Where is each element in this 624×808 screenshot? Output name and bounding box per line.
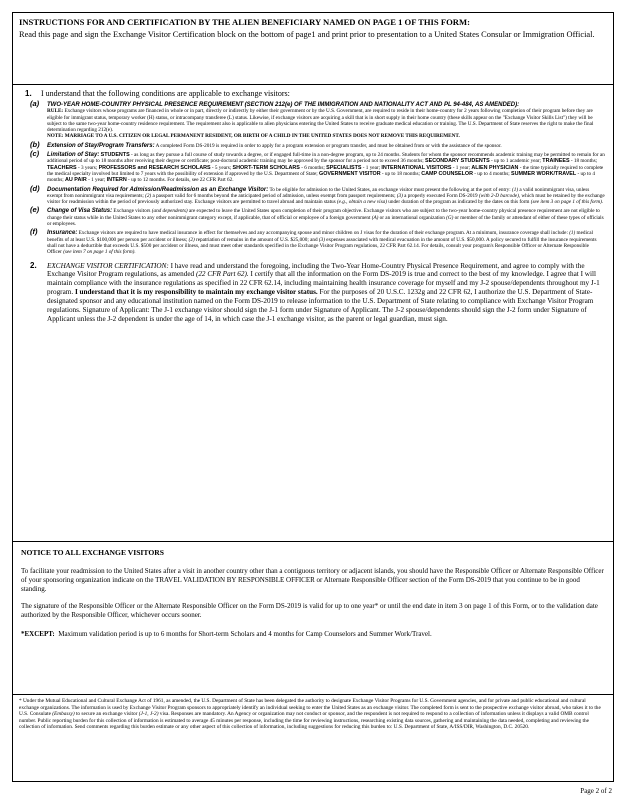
- condition-c: [21, 149, 605, 184]
- page-number: Page 2 of 2: [580, 787, 612, 795]
- condition-f-text: expenses associated with medical evacuation in the amount of U.S. $50,000. A policy secured to fulfill the insurance requirements shall not have a deductible that exceeds U.S. $500 per accident or illness, and must meet other standards specified in the Exchange Visitor Program regulations, 22 CFR Part 62.14. For details, consult your program's Responsible Officer or Alternate Responsible Officer: [47, 236, 597, 256]
- footnote-part: to secure an exchange visitor: [75, 711, 138, 718]
- certification-heading: EXCHANGE VISITOR CERTIFICATION:: [47, 261, 169, 270]
- item-1: [21, 89, 605, 99]
- category-text: - up to 4 months;: [474, 170, 510, 177]
- rule-text: Exchange visitors whose programs are financed in whole or in part, directly or indirectly by either their government or by the U.S. Government, are required to reside in their home-country for 2 years following completion of their program before they are eligible for immigrant status, temporary worker (H) status, or intracompany transferee (L) status. Likewise, if exchange visitors are acquiring a skill that is in short supply in their home country (these skills appear on the "Exchange Visitor Skills List") they will be subject to the same two-year home-country residence requirement. The requirement also is applicable to alien physicians entering the United States to receive graduate medical education or training. The U.S. Department of State reserves the right to make the final determination regarding 212(e).: [47, 108, 594, 134]
- condition-a: [21, 99, 605, 140]
- category-text: - as long as they pursue a full course of study towards a degree, or if engaged full-time in a non-degree program, up to 24 months. Students for whom the sponsor recommends academic training may be permitted to remain for an additional period of up to 18 months after receiving their degree or certificate; post-doctoral academic training may be approved by the sponsor for a period not to exceed 36 months;: [47, 152, 605, 165]
- condition-d-italic: (e.g., obtain a new visa): [336, 199, 387, 206]
- category-specialists: SPECIALISTS: [326, 164, 362, 171]
- condition-d-text: a valid nonimmigrant visa, unless exempt from nonimmigrant visa requirements;: [47, 186, 590, 199]
- item-2-number: 2.: [30, 260, 37, 270]
- condition-e-italic: (G): [446, 214, 454, 221]
- category-international-visitors: INTERNATIONAL VISITORS: [381, 164, 452, 171]
- instructions-title: INSTRUCTIONS FOR AND CERTIFICATION BY THE ALIEN BENEFICIARY NAMED ON PAGE 1 OF THIS FORM:: [19, 17, 470, 27]
- condition-e-text: are expected to leave the United States upon completion of their program objective. Exchange visitors who are subject to the two-year home-country physical presence requirement are not eligible to change their status while in the United States to any other nonimmigrant category except, if applicable, that of official or employee of a foreign government: [47, 208, 600, 221]
- condition-e-label: (e): [30, 205, 40, 215]
- instructions-header: [13, 13, 613, 85]
- item-2-certification: [21, 262, 605, 324]
- certification-responsibility: I understand that it is my responsibility to maintain my exchange visitor status.: [74, 288, 318, 297]
- footnote-part: visa. Responses are mandatory. An Agency or organization may not conduct or sponsor, and the respondent is not required to respond to a collection of information unless it displays a valid OMB control number. Public reporting burden for this collection of information is estimated to average 45 minutes per response, including the time for reviewing instructions, researching existing data sources, gathering and maintaining the data needed, completing and reviewing the collection of information. Send comments regarding this burden estimate or any other aspect of this collection of information, including suggestions for reducing this burden to: U.S. Department of State, A/ISS/DIR, Washington, D.C. 20520.: [19, 711, 589, 731]
- except-note: [21, 630, 605, 639]
- marriage-note: NOTE: MARRIAGE TO A U.S. CITIZEN OR LEGAL PERMANENT RESIDENT, OR BIRTH OF A CHILD IN THE UNITED STATES DOES NOT REMOVE THIS REQUIREMENT.: [47, 133, 460, 140]
- condition-b: [21, 139, 605, 149]
- item-1-text: I understand that the following conditions are applicable to exchange visitors:: [41, 89, 290, 98]
- condition-d-text: a passport valid for 6 months beyond the anticipated period of admission, unless exempt from passport requirements;: [152, 192, 396, 199]
- category-text: - 1 year;: [88, 177, 106, 184]
- condition-d-text: under duration of the program as indicated by the dates on this form: [388, 199, 530, 206]
- condition-d-label: (d): [30, 183, 40, 193]
- condition-f: [21, 227, 605, 256]
- conditions-section: [13, 85, 613, 542]
- rule-label: RULE:: [47, 108, 64, 115]
- footnote-section: [13, 695, 613, 781]
- category-intern: INTERN: [106, 177, 127, 184]
- footnote-italic: (Embassy): [52, 711, 75, 718]
- category-au-pair: AU PAIR: [65, 177, 87, 184]
- footnote-text: [19, 698, 607, 731]
- footnote-part: * Under the Mutual Educational and Cultural Exchange Act of 1961, as amended, the U.S. Department of State has been delegated the authority to designate Exchange Visitor Programs for U.S. Government agencies, and for private and public educational and cultural exchange organizations. The information is used by Exchange Visitor Program sponsors to appropriately identify an individual seeking to enter the United States as an exchange visitor. The completed form is sent to the prospective exchange visitor abroad, who takes it to the U.S. Consulate: [19, 698, 601, 718]
- category-trainees: TRAINEES: [542, 158, 570, 165]
- form-page: [12, 12, 614, 782]
- condition-d-ref: (2): [145, 192, 152, 199]
- condition-f-heading: Insurance:: [47, 230, 78, 237]
- condition-f-ref: (2): [188, 236, 195, 243]
- category-text: - up to 12 months. For details, see 22 CFR Part 62.: [128, 177, 234, 184]
- certification-text: I certify that all the information on the Form DS-2019 is true and correct to the best of my knowledge. I agree that I will maintain compliance with the insurance regulations as specified in 22 CFR 62.14, including maintaining health insurance coverage for myself and my J-2 spouse/dependents throughout my J-1 program.: [47, 270, 600, 297]
- category-text: - the time typically required to complete the medical specialty involved but limited to 7 years with the possibility of extension if approved by the U.S. Department of State;: [47, 164, 604, 177]
- footnote-italic: (J-1, J-2): [138, 711, 159, 718]
- condition-f-text: repatriation of remains in the amount of U.S. $25,000; and: [195, 236, 318, 243]
- category-text: - 18 months;: [570, 158, 598, 165]
- condition-e-italic: (A): [371, 214, 379, 221]
- condition-c-label: (c): [30, 149, 40, 159]
- category-students: STUDENTS: [100, 152, 130, 159]
- category-short-term-scholars: SHORT-TERM SCHOLARS: [232, 164, 300, 171]
- category-text: - up to 4 months;: [47, 170, 595, 184]
- category-text: - up to 18 months;: [381, 170, 420, 177]
- condition-a-heading-paren: (SECTION 212(e) OF THE IMMIGRATION AND NATIONALITY ACT AND PL 94-484, AS AMENDED):: [244, 102, 520, 108]
- category-text: - 6 months;: [301, 164, 325, 171]
- condition-e-italic: (and dependents): [151, 208, 188, 215]
- condition-e: [21, 205, 605, 228]
- condition-e-heading: Change of Visa Status:: [47, 208, 113, 215]
- notice-section: [13, 542, 613, 695]
- except-label: *EXCEPT:: [21, 629, 55, 638]
- condition-c-heading: Limitation of Stay:: [47, 152, 100, 159]
- category-alien-physician: ALIEN PHYSICIAN: [471, 164, 519, 171]
- category-professors: PROFESSORS and RESEARCH SCHOLARS: [98, 164, 211, 171]
- category-text: - up to 1 academic year;: [491, 158, 541, 165]
- category-government-visitor: GOVERNMENT VISITOR: [319, 170, 381, 177]
- category-text: - 5 years;: [211, 164, 232, 171]
- category-teachers: TEACHERS: [47, 164, 77, 171]
- condition-f-text: medical benefits of at least U.S. $100,000 per person per accident or illness;: [47, 230, 593, 243]
- category-text: - 1 year;: [362, 164, 381, 171]
- condition-f-ref: (3): [318, 236, 325, 243]
- condition-b-heading: Extension of Stay/Program Transfers:: [47, 142, 155, 149]
- condition-f-label: (f): [30, 227, 38, 237]
- except-text: Maximum validation period is up to 6 months for Short-term Scholars and 4 months for Camp Counselors and Summer Work/Travel.: [58, 629, 432, 638]
- condition-d-heading: Documentation Required for Admission/Readmission as an Exchange Visitor:: [47, 186, 269, 193]
- condition-d-text: To be eligible for admission to the United States, an exchange visitor must present the following at the port of entry:: [269, 186, 511, 193]
- category-summer-work-travel: SUMMER WORK/TRAVEL: [511, 170, 577, 177]
- condition-e-text: Exchange visitors: [113, 208, 151, 215]
- condition-f-italic: (see item 7 on page 1 of this form).: [63, 249, 136, 256]
- condition-d-ref: (1): [512, 186, 519, 193]
- category-secondary-students: SECONDARY STUDENTS: [425, 158, 490, 165]
- condition-b-label: (b): [30, 139, 40, 149]
- condition-d-italic: (see item 3 on page 1 of this form).: [530, 199, 604, 206]
- certification-citation: (22 CFR Part 62).: [195, 270, 249, 279]
- certification-text: I have read and understand the foregoing, including the Two-Year Home-Country Physical Presence Requirement, and agree to comply with the Exchange Visitor Program regulations, as amended: [47, 261, 585, 279]
- instructions-text: Read this page and sign the Exchange Visitor Certification block on the bottom of page1 and print prior to presentation to a United States Consular or Immigration Official.: [19, 30, 595, 39]
- notice-paragraph: To facilitate your readmission to the United States after a visit in another country other than a contiguous territory or adjacent islands, you should have the Responsible Officer or Alternate Responsible Officer of your sponsoring organization indicate on the TRAVEL VALIDATION BY RESPONSIBLE OFFICER or Alternate Responsible Officer section of the Form DS-2019 that you continue to be in good standing.: [21, 567, 604, 593]
- notice-title: NOTICE TO ALL EXCHANGE VISITORS: [21, 548, 164, 557]
- certification-text: For the purposes of 20 U.S.C. 1232g and 22 CFR 62, I authorize the U.S. Department of State-designated sponsor and any educational institution named on the Form DS-2019 to release information to the U.S. Department of State relating to compliance with Exchange Visitor Program regulations. Signature of Applicant: The J-1 exchange visitor should sign the J-1 form under Signature of Applicant. The J-2 spouse/dependents should sign the J-2 form under Signature of Applicant unless the J-2 dependent is under the age of 14, in which case the J-1 exchange visitor, as the parent or legal guardian, must sign.: [47, 288, 594, 323]
- condition-a-label: (a): [30, 99, 40, 108]
- condition-e-text: or an international organization: [379, 214, 445, 221]
- condition-f-ref: (1): [569, 230, 576, 237]
- condition-d-text: a properly executed Form DS-2019: [404, 192, 478, 199]
- condition-a-heading: TWO-YEAR HOME-COUNTRY PHYSICAL PRESENCE REQUIREMENT: [47, 102, 244, 108]
- condition-b-text: A completed Form DS-2019 is required in order to apply for a program extension or program transfer, and must be obtained from or with the assistance of the sponsor.: [155, 142, 502, 149]
- condition-d-ref: (3): [396, 192, 403, 199]
- item-1-number: 1.: [25, 89, 32, 98]
- category-text: - 3 years;: [77, 164, 98, 171]
- category-camp-counselor: CAMP COUNSELOR: [421, 170, 473, 177]
- notice-paragraph: The signature of the Responsible Officer or the Alternate Responsible Officer on the Form DS-2019 is valid for up to one year* or until the end date in item 3 on page 1 of this Form, or to the validation date authorized by the Responsible Officer, whichever occurs sooner.: [21, 602, 598, 620]
- condition-e-text: or member of the family or attendant of either of these types of officials or employees.: [47, 214, 604, 228]
- condition-f-text: Exchange visitors are required to have medical insurance in effect for themselves and any accompanying spouse and minor children on J visas for the duration of their exchange program. At a minimum, insurance coverage shall include:: [78, 230, 568, 237]
- condition-d: [21, 183, 605, 206]
- category-text: - 1 year;: [452, 164, 471, 171]
- condition-d-italic: (with 2-D barcode),: [478, 192, 521, 199]
- condition-d-text: which must be retained by the exchange visitor for readmission within the period of previously authorized stay. Exchange visitors are permitted to travel abroad and maintain status: [47, 192, 605, 206]
